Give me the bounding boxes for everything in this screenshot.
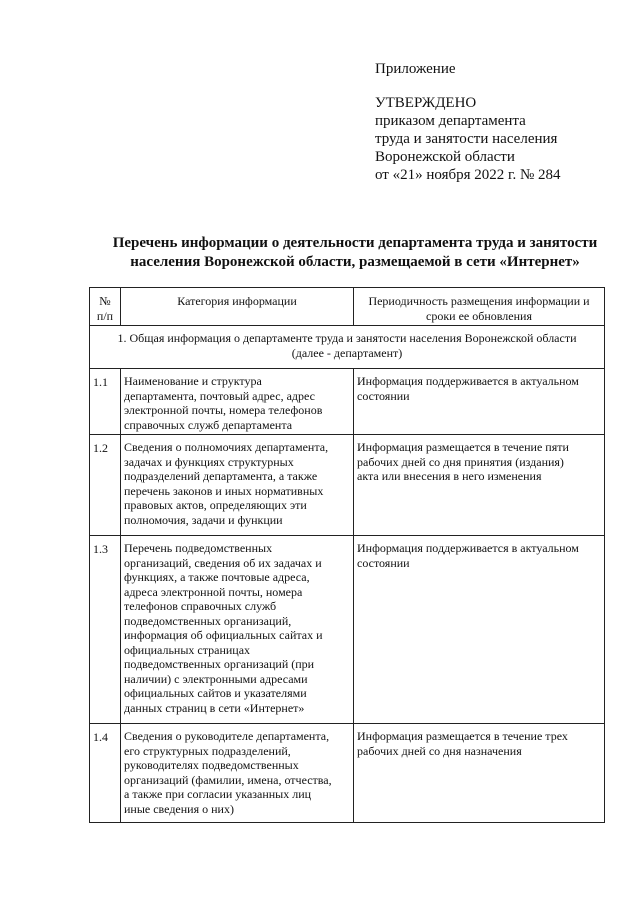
- header-category: Категория информации: [121, 288, 354, 326]
- row-category: [121, 724, 354, 823]
- category-line: полномочия, задачи и функции: [124, 512, 283, 527]
- category-line: Сведения о полномочиях департамента,: [124, 440, 329, 454]
- category-line: официальных страницах: [124, 642, 251, 657]
- approval-block: [375, 60, 561, 184]
- section-line: (далее - департамент): [291, 345, 403, 360]
- period-line: состоянии: [357, 388, 410, 403]
- table-row: [90, 536, 605, 724]
- row-number: 1.4: [90, 724, 121, 823]
- approval-line: приказом департамента: [375, 113, 526, 129]
- category-line: наличии) с электронными адресами: [124, 671, 308, 686]
- category-line: организаций (фамилии, имена, отчества,: [124, 772, 332, 787]
- period-line: Информация поддерживается в актуальном: [357, 541, 579, 555]
- category-line: адреса электронной почты, номера: [124, 584, 303, 599]
- header-number: [90, 288, 121, 326]
- header-period-line: Периодичность размещения информации и: [368, 294, 590, 308]
- table-row: [90, 724, 605, 823]
- category-line: данных страниц в сети «Интернет»: [124, 700, 305, 715]
- row-number: 1.3: [90, 536, 121, 724]
- section-row: [90, 326, 605, 369]
- document-title: [100, 234, 610, 272]
- category-line: департамента, почтовый адрес, адрес: [124, 388, 315, 403]
- appendix-label: Приложение: [375, 61, 456, 77]
- row-category: [121, 435, 354, 536]
- title-line: Перечень информации о деятельности департамента труда и занятости: [112, 235, 598, 251]
- approval-date: от «21» ноября 2022 г. № 284: [375, 167, 561, 183]
- period-line: акта или внесения в него изменения: [357, 469, 542, 483]
- category-line: Перечень подведомственных: [124, 541, 273, 555]
- approved-label: УТВЕРЖДЕНО: [375, 95, 477, 111]
- category-line: официальных сайтов и указателями: [124, 686, 307, 700]
- category-line: задачах и функциях структурных: [124, 454, 294, 469]
- category-line: его структурных подразделений,: [124, 743, 291, 758]
- row-category: [121, 536, 354, 724]
- table-header-row: [90, 288, 605, 326]
- table-row: [90, 435, 605, 536]
- header-number-abbr: п/п: [96, 308, 114, 323]
- category-line: организаций, сведения об их задачах и: [124, 555, 322, 570]
- title-line: населения Воронежской области, размещаемой в сети «Интернет»: [130, 254, 580, 270]
- approval-line: труда и занятости населения: [375, 131, 558, 147]
- row-number: 1.2: [90, 435, 121, 536]
- period-line: Информация поддерживается в актуальном: [357, 374, 579, 388]
- category-line: Сведения о руководителе департамента,: [124, 729, 330, 743]
- category-line: функциях, а также почтовые адреса,: [124, 570, 310, 584]
- category-line: а также при согласии указанных лиц: [124, 787, 312, 801]
- period-line: рабочих дней со дня принятия (издания): [357, 454, 564, 469]
- row-category: [121, 369, 354, 435]
- category-line: подведомственных организаций,: [124, 613, 292, 628]
- category-line: подразделений департамента, а также: [124, 469, 318, 483]
- row-number: 1.1: [90, 369, 121, 435]
- category-line: справочных служб департамента: [124, 417, 293, 432]
- category-line: иные сведения о них): [124, 801, 234, 816]
- period-line: состоянии: [357, 555, 410, 570]
- row-period: [354, 369, 605, 435]
- info-table: [89, 287, 605, 823]
- period-line: Информация размещается в течение пяти: [357, 440, 569, 454]
- category-line: электронной почты, номера телефонов: [124, 403, 323, 417]
- row-period: [354, 435, 605, 536]
- category-line: Наименование и структура: [124, 374, 262, 388]
- category-line: руководителях подведомственных: [124, 758, 299, 772]
- category-line: подведомственных организаций (при: [124, 657, 315, 671]
- approval-line: Воронежской области: [375, 149, 515, 165]
- period-line: Информация размещается в течение трех: [357, 729, 568, 743]
- category-line: перечень законов и иных нормативных: [124, 483, 324, 498]
- category-line: телефонов справочных служб: [124, 599, 277, 613]
- table-row: [90, 369, 605, 435]
- row-period: [354, 536, 605, 724]
- row-period: [354, 724, 605, 823]
- header-number-symbol: №: [99, 294, 111, 308]
- section-line: 1. Общая информация о департаменте труда и занятости населения Воронежской области: [117, 331, 577, 345]
- header-period-line: сроки ее обновления: [426, 308, 532, 323]
- header-period: [354, 288, 605, 326]
- period-line: рабочих дней со дня назначения: [357, 743, 522, 758]
- category-line: информация об официальных сайтах и: [124, 628, 323, 642]
- section-heading: [90, 326, 605, 369]
- category-line: правовых актов, определяющих эти: [124, 498, 307, 512]
